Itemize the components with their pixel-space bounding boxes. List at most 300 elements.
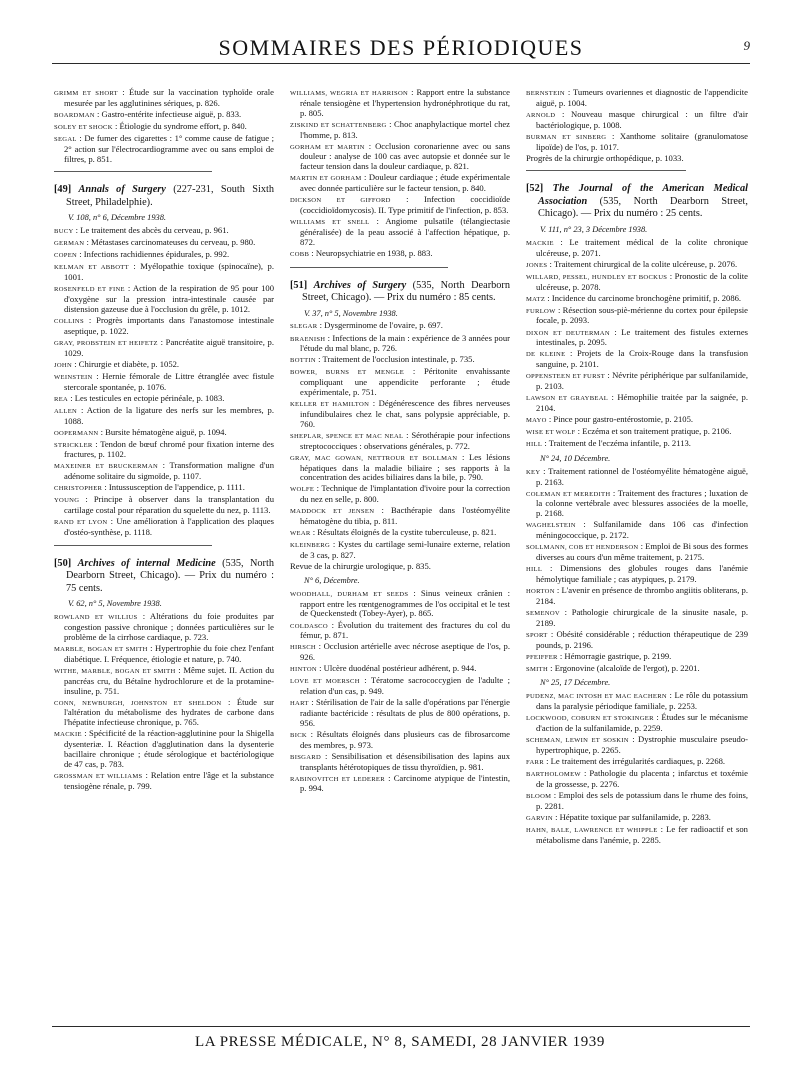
journal-heading-52: [52] The Journal of the American Medical Association (535, North Dearborn Street, Chicago). — Prix du numéro : 25 cents. bbox=[526, 183, 748, 220]
article-authors: BOWER, BURNS ET MENGLE bbox=[290, 369, 405, 377]
article-authors: DIXON ET DEUTERMAN bbox=[526, 329, 610, 337]
article-authors: RABINOVITCH ET LEDERER bbox=[290, 775, 385, 783]
article-entry bbox=[54, 483, 274, 494]
article-authors: GROSSMAN ET WILLIAMS bbox=[54, 772, 143, 780]
article-title: : Traitement de l'eczéma infantile, p. 2113. bbox=[542, 438, 691, 449]
article-title: : Le rôle du potassium dans la paralysie périodique familiale, p. 2253. bbox=[536, 690, 748, 712]
article-title: : Pronostic de la colite ulcéreuse, p. 2078. bbox=[536, 270, 748, 292]
article-entry bbox=[54, 122, 274, 133]
article-title: : Résultats éloignés dans plusieurs cas de fibrosarcome des membres, p. 973. bbox=[300, 728, 510, 750]
column-right bbox=[526, 88, 748, 847]
article-authors: MATZ bbox=[526, 295, 546, 303]
article-title: : Angiome pulsatile (télangiectasie généralisée) de la peau associé à l'affection hépatique, p. 872. bbox=[300, 216, 511, 247]
article-authors: KLEINBERG bbox=[290, 542, 331, 550]
article-entry bbox=[526, 691, 748, 712]
article-entry bbox=[526, 238, 748, 259]
article-title: : Choc anaphylactique mortel chez l'homme, p. 813. bbox=[300, 118, 510, 140]
article-entry bbox=[526, 272, 748, 293]
article-entry bbox=[54, 394, 274, 405]
article-title: : Emploi des sels de potassium dans le rhume des foins, p. 2281. bbox=[536, 789, 748, 811]
article-entry bbox=[526, 652, 748, 663]
article-title: : Technique de l'implantation d'ivoire pour la correction du nez en selle, p. 800. bbox=[300, 483, 510, 505]
issue-line: N° 24, 10 Décembre. bbox=[540, 453, 611, 463]
article-authors: COPEN bbox=[54, 252, 78, 260]
article-entry bbox=[290, 752, 510, 773]
article-title: : Ergonovine (alcaloïde de l'ergot), p. 2201. bbox=[548, 662, 700, 673]
article-authors: WISE ET WOLF bbox=[526, 429, 576, 437]
article-authors: CONN, NEWBURGH, JOHNSTON ET SHELDON bbox=[54, 699, 222, 707]
article-authors: BLOOM bbox=[526, 792, 552, 800]
article-authors: GERMAN bbox=[54, 240, 85, 248]
journal-name: The Journal of the American Medical Association bbox=[538, 183, 748, 207]
article-title: : Névrite périphérique par sulfanilamide, p. 2103. bbox=[536, 370, 748, 392]
article-title: : Emploi de Bi sous des formes diverses au cours d'un même traitement, p. 2175. bbox=[536, 541, 749, 563]
article-entry bbox=[526, 825, 748, 846]
entry-list bbox=[526, 691, 748, 845]
article-title: : Le traitement des irrégularités cardiaques, p. 2268. bbox=[543, 755, 726, 766]
article-authors: HAHN, BALE, LAWRENCE ET WHIPPLE bbox=[526, 826, 658, 834]
article-entry bbox=[526, 439, 748, 450]
article-entry bbox=[526, 132, 748, 153]
article-authors: WEAR bbox=[290, 530, 311, 538]
issue-line: V. 37, n° 5, Novembre 1938. bbox=[304, 308, 398, 318]
article-entry bbox=[290, 431, 510, 452]
article-entry bbox=[290, 142, 510, 173]
journal-heading-51: [51] Archives of Surgery (535, North Dearborn Street, Chicago). — Prix du numéro : 85 cents. bbox=[290, 279, 511, 304]
article-title: : Relation entre l'âge et la substance tensiogène rénale, p. 799. bbox=[64, 769, 274, 791]
issue-line: V. 108, n° 6, Décembre 1938. bbox=[68, 213, 167, 223]
article-title: : Évolution du traitement des fractures du col du fémur, p. 871. bbox=[300, 619, 510, 641]
article-entry bbox=[54, 250, 274, 261]
entry-list bbox=[54, 612, 274, 791]
article-entry bbox=[290, 774, 510, 795]
article-entry bbox=[526, 713, 748, 734]
article-title: : Eczéma et son traitement pratique, p. 2106. bbox=[575, 426, 732, 437]
article-authors: FURLOW bbox=[526, 307, 556, 315]
article-authors: ARNOLD bbox=[526, 111, 556, 119]
article-entry bbox=[290, 730, 510, 751]
article-entry bbox=[290, 589, 510, 620]
article-entry bbox=[54, 226, 274, 237]
article-title: : Occlusion artérielle avec nécrose aseptique de l'os, p. 926. bbox=[300, 641, 510, 663]
article-entry bbox=[290, 120, 510, 141]
article-entry bbox=[290, 698, 510, 729]
article-title: : Hémophilie traitée par la saignée, p. 2104. bbox=[536, 392, 748, 413]
article-title: : Étude sur l'altération du métabolisme des hydrates de carbone dans l'hépatite infectieuse chronique, p. 765. bbox=[64, 696, 274, 728]
article-authors: DICKSON ET GIFFORD bbox=[290, 197, 391, 205]
article-authors: DE KLEINE bbox=[526, 351, 566, 359]
article-entry bbox=[290, 88, 510, 119]
article-authors: SHEPLAR, SPENCE ET MAC NEAL bbox=[290, 432, 404, 440]
article-title: : Résultats éloignés de la cystite tuberculeuse, p. 821. bbox=[310, 527, 497, 538]
article-authors: JOHN bbox=[54, 361, 73, 369]
article-authors: GRAY, PROBSTEIN ET HEIFETZ bbox=[54, 339, 158, 347]
article-title: : Carcinome atypique de l'intestin, p. 994. bbox=[300, 772, 510, 794]
article-authors: BUCY bbox=[54, 228, 74, 236]
running-title: SOMMAIRES DES PÉRIODIQUES bbox=[218, 35, 584, 60]
article-authors: BERNSTEIN bbox=[526, 90, 565, 97]
article-authors: LAWSON ET GRAYBEAL bbox=[526, 395, 609, 403]
article-entry bbox=[290, 540, 510, 561]
article-title: : Dysgerminome de l'ovaire, p. 697. bbox=[317, 320, 443, 331]
article-title: : Infection coccidioïde (coccidioïdomycosis). II. Type primitif de l'infection, p. 853. bbox=[300, 194, 511, 216]
article-entry bbox=[54, 284, 274, 315]
article-authors: OOPERMANN bbox=[54, 429, 99, 437]
article-entry bbox=[54, 440, 274, 461]
article-authors: COLLINS bbox=[54, 318, 84, 325]
article-entry bbox=[290, 506, 510, 527]
article-title: : Transformation maligne d'un adénome solitaire du sigmoïde, p. 1107. bbox=[64, 460, 274, 482]
article-authors: BOTTIN bbox=[290, 357, 316, 365]
article-authors: BISGARD bbox=[290, 753, 322, 761]
article-authors: PFEIFFER bbox=[526, 653, 558, 661]
article-authors: HILL bbox=[526, 566, 543, 574]
article-entry bbox=[526, 328, 748, 349]
article-title: : Étude sur la vaccination typhoïde orale mesurée par les agglutinines sériques, p. 826. bbox=[64, 87, 274, 108]
article-title: : Dimensions des globules rouges dans l'anémie hémolytique familiale ; cas atypiques, p. 2179. bbox=[536, 563, 748, 584]
entry-list bbox=[526, 238, 748, 450]
article-entry bbox=[54, 771, 274, 792]
article-authors: WOODHALL, DURHAM ET SEEDS bbox=[290, 590, 409, 598]
article-authors: HILL bbox=[526, 441, 543, 449]
article-entry bbox=[526, 757, 748, 768]
article-entry bbox=[526, 735, 748, 756]
article-entry bbox=[526, 791, 748, 812]
article-title: : Douleur cardiaque ; étude expérimentale avec donnée particulière sur le facteur tension, p. 840. bbox=[300, 172, 510, 194]
article-authors: WAGHELSTEIN bbox=[526, 522, 576, 530]
article-authors: BOARDMAN bbox=[54, 111, 95, 119]
article-authors: MARTIN ET GORHAM bbox=[290, 175, 362, 183]
article-authors: OPPENSTEEN ET FURST bbox=[526, 373, 606, 381]
article-entry bbox=[54, 262, 274, 283]
article-authors: MARBLE, BOGAN ET SMITH bbox=[54, 646, 148, 653]
article-title: : Métastases carcinomateuses du cerveau, p. 980. bbox=[84, 237, 256, 248]
article-entry bbox=[54, 134, 274, 165]
article-title: : Bacthérapie dans l'ostéomyélite hématogène du tibia, p. 811. bbox=[300, 505, 511, 527]
issue-line: N° 6, Décembre. bbox=[304, 575, 360, 585]
article-authors: MACKIE bbox=[526, 239, 554, 247]
progress-line: Progrès de la chirurgie orthopédique, p. 1033. bbox=[526, 152, 684, 163]
article-authors: COLEMAN ET MEREDITH bbox=[526, 490, 611, 498]
article-title: : Sensibilisation et désensibilisation des lapins aux transplants hétérotopiques de tissu thyroïdien, p. 981. bbox=[300, 750, 510, 772]
article-entry bbox=[290, 195, 510, 216]
article-title: : Une amélioration à l'application des plaques d'ostéo-synthèse, p. 1118. bbox=[64, 516, 275, 538]
article-entry bbox=[290, 453, 510, 484]
entry-list bbox=[290, 321, 510, 560]
article-title: : Chirurgie et diabète, p. 1052. bbox=[72, 358, 180, 369]
article-authors: LOVE ET MOERSCH bbox=[290, 678, 360, 686]
article-entry bbox=[526, 467, 748, 488]
article-title: : Tumeurs ovariennes et diagnostic de l'appendicite aiguë, p. 1004. bbox=[536, 87, 748, 108]
entry-list bbox=[526, 88, 748, 152]
article-entry bbox=[54, 428, 274, 439]
article-authors: MADDOCK ET JENSEN bbox=[290, 508, 375, 516]
section-divider bbox=[290, 267, 448, 268]
article-entry bbox=[290, 355, 510, 366]
article-title: : Hypertrophie du foie chez l'enfant diabétique. I. Fréquence, étiologie et nature, p. 740. bbox=[64, 643, 274, 664]
article-authors: GRIMM ET SHORT bbox=[54, 90, 119, 97]
article-entry bbox=[526, 88, 748, 109]
article-authors: JONES bbox=[526, 261, 548, 269]
article-title: : Les testicules en ectopie périnéale, p. 1083. bbox=[68, 392, 225, 403]
article-authors: HART bbox=[290, 700, 309, 708]
article-authors: SCHEMAN, LEWIN ET SOSKIN bbox=[526, 737, 629, 745]
journal-name: Archives of Surgery bbox=[313, 279, 407, 291]
article-authors: ZISKIND ET SCHATTENBERG bbox=[290, 121, 387, 129]
article-title: : L'avenir en présence de thrombo angiitis obliterans, p. 2184. bbox=[536, 584, 748, 606]
article-title: : Action de la respiration de 95 pour 100 d'oxygène sur la pression intra-intestinale causée par distension gazeuse due à l'occlusion du grêle, p. 1012. bbox=[64, 283, 274, 314]
article-title: : Nouveau masque chirurgical : un filtre d'air bactériologique, p. 1008. bbox=[536, 108, 748, 130]
article-title: : Neuropsychiatrie en 1938, p. 883. bbox=[309, 247, 433, 258]
article-entry bbox=[290, 399, 510, 430]
article-authors: RAND ET LYON bbox=[54, 519, 108, 527]
footer: LA PRESSE MÉDICALE, N° 8, SAMEDI, 28 JANVIER 1939 bbox=[195, 1034, 605, 1050]
issue-line: N° 25, 17 Décembre. bbox=[540, 678, 611, 688]
article-authors: BURMAN ET SINBERG bbox=[526, 133, 607, 141]
entry-list bbox=[526, 467, 748, 675]
article-title: : Pathologie chirurgicale de la sinusite nasale, p. 2189. bbox=[536, 606, 748, 628]
review-line: Revue de la chirurgie urologique, p. 835. bbox=[290, 561, 431, 572]
page-number: 9 bbox=[743, 38, 750, 53]
article-title: : Bursite hématogène aiguë, p. 1094. bbox=[98, 426, 227, 437]
article-title: : Kystes du cartilage semi-lunaire externe, relation de 3 cas, p. 827. bbox=[300, 539, 510, 561]
article-authors: GORHAM ET MARTIN bbox=[290, 143, 365, 151]
article-authors: WILLIAMS, WEGRIA ET HARRISON bbox=[290, 90, 409, 97]
column-middle bbox=[290, 88, 510, 796]
article-authors: ALLEN bbox=[54, 407, 78, 415]
article-authors: REA bbox=[54, 395, 69, 403]
article-title: : Projets de la Croix-Rouge dans la transfusion sanguine, p. 2101. bbox=[536, 348, 748, 370]
article-entry bbox=[54, 517, 274, 538]
article-entry bbox=[526, 393, 748, 414]
article-entry bbox=[54, 698, 274, 729]
article-entry bbox=[526, 306, 748, 327]
article-title: : Résection sous-piè-mérienne du cortex pour épilepsie focale, p. 2093. bbox=[536, 304, 748, 326]
article-authors: KEY bbox=[526, 468, 541, 476]
article-title: : Traitement des fractures ; luxation de la colonne vertébrale avec blessures associées de la moelle, p. 2168. bbox=[536, 487, 748, 519]
article-entry bbox=[526, 415, 748, 426]
article-authors: HIRSCH bbox=[290, 644, 316, 652]
article-title: : Le traitement des fistules externes intestinales, p. 2095. bbox=[536, 326, 748, 348]
journal-name: Archives of internal Medicine bbox=[77, 557, 216, 569]
article-entry bbox=[526, 664, 748, 675]
page-header bbox=[52, 34, 750, 64]
article-authors: MAYO bbox=[526, 417, 547, 424]
article-title: : Traitement rationnel de l'ostéomyélite hématogène aiguë, p. 2163. bbox=[536, 465, 748, 487]
article-title: : Tendon de bœuf chromé pour fixation interne des fractures, p. 1102. bbox=[64, 438, 274, 460]
article-entry bbox=[526, 630, 748, 651]
article-title: : Xanthome solitaire (granulomatose lipoïde) de l'os, p. 1017. bbox=[536, 130, 748, 152]
article-title: : Gastro-entérite infectieuse aiguë, p. 833. bbox=[94, 108, 242, 119]
article-title: : Pince pour gastro-entérostomie, p. 2105. bbox=[546, 414, 694, 424]
article-entry bbox=[290, 664, 510, 675]
article-entry bbox=[526, 294, 748, 305]
article-entry bbox=[290, 173, 510, 194]
journal-heading-49: [49] Annals of Surgery (227-231, South Sixth Street, Philadelphie). bbox=[54, 184, 274, 208]
article-authors: WITHE, MARBLE, BOGAN ET SMITH bbox=[54, 667, 176, 675]
article-authors: PUDENZ, MAC INTOSH ET MAC EACHERN bbox=[526, 693, 667, 701]
article-title: : Obésité considérable ; réduction thérapeutique de 239 pounds, p. 2196. bbox=[536, 628, 748, 650]
section-divider bbox=[54, 545, 212, 546]
article-title: : Progrès importants dans l'anastomose intestinale aseptique, p. 1022. bbox=[64, 315, 274, 336]
article-authors: SPORT bbox=[526, 631, 548, 639]
article-entry bbox=[526, 349, 748, 370]
article-title: : Sulfanilamide dans 106 cas d'infection méningococcique, p. 2172. bbox=[536, 519, 748, 541]
article-authors: WILLARD, PESSEL, HUNDLEY ET BOCKUS bbox=[526, 273, 668, 281]
article-entry bbox=[290, 334, 510, 355]
article-authors: ROSENFELD ET FINE bbox=[54, 286, 125, 294]
article-entry bbox=[54, 110, 274, 121]
article-authors: SEGAL bbox=[54, 135, 77, 143]
article-entry bbox=[290, 676, 510, 697]
article-authors: COLDASCO bbox=[290, 622, 328, 630]
article-title: : Incidence du carcinome bronchogène primitif, p. 2086. bbox=[545, 292, 742, 303]
article-title: : Infections rachidiennes épidurales, p. 992. bbox=[77, 249, 230, 260]
article-entry bbox=[526, 520, 748, 541]
article-entry bbox=[54, 406, 274, 427]
article-authors: YOUNG bbox=[54, 497, 80, 505]
article-authors: FARR bbox=[526, 758, 544, 766]
article-authors: SOLEY ET SHOCK bbox=[54, 123, 113, 131]
entry-list bbox=[54, 88, 274, 164]
article-title: : Traitement chirurgical de la colite ulcéreuse, p. 2076. bbox=[547, 258, 738, 269]
article-title: : Dégénérescence des fibres nerveuses infundibulaires chez le chat, sans polypsie appréciable, p. 760. bbox=[300, 398, 510, 429]
article-entry bbox=[54, 238, 274, 249]
article-title: : Hépatite toxique par sulfanilamide, p. 2283. bbox=[552, 811, 711, 822]
article-title: : Les lésions hépatiques dans la maladie biliaire ; ses rapports à la concentration des acides biliaires dans la bile, p. 790. bbox=[300, 451, 510, 483]
article-authors: SLEGAR bbox=[290, 323, 318, 331]
article-entry bbox=[290, 367, 510, 398]
article-title: : Le traitement des abcès du cerveau, p. 961. bbox=[73, 225, 229, 236]
article-entry bbox=[54, 729, 274, 769]
article-title: : Le traitement médical de la colite chronique ulcéreuse, p. 2071. bbox=[536, 236, 748, 258]
article-title: : Myélopathie toxique (spinocaïne), p. 1001. bbox=[64, 261, 274, 283]
article-title: : Étiologie du syndrome effort, p. 840. bbox=[112, 120, 247, 131]
article-entry bbox=[54, 372, 274, 393]
entry-list bbox=[54, 226, 274, 538]
article-entry bbox=[54, 644, 274, 665]
article-authors: CHRISTOPHER bbox=[54, 485, 103, 493]
article-title: : Action de la ligature des nerfs sur les membres, p. 1088. bbox=[64, 404, 274, 426]
article-authors: STRICKLER bbox=[54, 441, 93, 449]
article-entry bbox=[54, 316, 274, 337]
article-authors: SEMENOV bbox=[526, 609, 560, 617]
article-entry bbox=[526, 542, 748, 563]
article-title: : Hémorragie gastrique, p. 2199. bbox=[557, 650, 672, 661]
article-authors: BICK bbox=[290, 731, 307, 739]
article-title: : Hernie fémorale de Littre étranglée avec fistule stercorale spontanée, p. 1076. bbox=[64, 370, 274, 392]
article-entry bbox=[526, 586, 748, 607]
article-entry bbox=[526, 427, 748, 438]
article-entry bbox=[526, 489, 748, 520]
article-title: : Infections de la main : expérience de 3 années pour l'étude du mal blanc, p. 726. bbox=[300, 332, 510, 354]
article-authors: WEINSTEIN bbox=[54, 373, 93, 381]
article-title: : Principe à observer dans la transplantation du cartilage costal pour réparation du squelette du nez, p. 1113. bbox=[64, 494, 274, 516]
article-title: : Pathologie du placenta ; infarctus et toxémie de la grossesse, p. 2276. bbox=[536, 767, 748, 789]
article-entry bbox=[526, 769, 748, 790]
article-entry bbox=[290, 621, 510, 642]
article-title: : Péritonite envahissante compliquant une appendicite perforante ; étude expérimentale, p. 751. bbox=[300, 366, 510, 398]
article-title: : Même sujet. II. Action du pancréas cru, du Bétaïne hydrochlorure et de la protamine-insuline, p. 751. bbox=[64, 664, 275, 696]
article-title: : Le fer radioactif et son métabolisme dans l'anémie, p. 2285. bbox=[536, 823, 748, 845]
entry-list bbox=[290, 88, 510, 260]
article-entry bbox=[54, 495, 274, 516]
article-title: : Stérilisation de l'air de la salle d'opérations par l'énergie radiante bactéricide : résultats de plus de 800 opérations, p. 956. bbox=[300, 697, 510, 728]
article-entry bbox=[290, 642, 510, 663]
article-title: : Rapport entre la substance rénale tensiogène et l'hypertension hydronéphrotique du rat, p. 805. bbox=[300, 87, 510, 118]
article-title: : Dystrophie musculaire pseudo-hypertrophique, p. 2265. bbox=[536, 734, 748, 755]
journal-heading-50: [50] Archives of internal Medicine (535, North Dearborn Street, Chicago). — Prix du numéro : 75 cents. bbox=[54, 557, 274, 594]
article-authors: KELMAN ET ABBOTT bbox=[54, 264, 129, 272]
issue-line: V. 62, n° 5, Novembre 1938. bbox=[68, 599, 162, 609]
article-authors: GARVIN bbox=[526, 814, 553, 822]
article-authors: MACKIE bbox=[54, 731, 82, 739]
article-authors: HORTON bbox=[526, 587, 555, 595]
article-entry bbox=[290, 217, 510, 248]
article-entry bbox=[54, 88, 274, 109]
article-title: : Études sur le mécanisme d'action de la sulfanilamide, p. 2259. bbox=[536, 712, 748, 734]
article-authors: MAXEINER ET BRUCKERMAN bbox=[54, 463, 159, 471]
article-title: : Occlusion coronarienne avec ou sans douleur : analyse de 100 cas avec autopsie et donnée sur le facteur tension dans la douleur cardiaque, p. 821. bbox=[300, 140, 510, 172]
article-entry bbox=[526, 260, 748, 271]
article-entry bbox=[290, 528, 510, 539]
article-entry bbox=[54, 666, 274, 697]
article-entry bbox=[290, 249, 510, 260]
article-entry bbox=[54, 360, 274, 371]
article-authors: WOLFE bbox=[290, 486, 315, 494]
article-authors: GRAY, MAC GOWAN, NETTROUR ET BOLLMAN bbox=[290, 454, 458, 462]
article-entry bbox=[526, 371, 748, 392]
article-authors: LOCKWOOD, COBURN ET STOKINGER bbox=[526, 715, 654, 723]
article-entry bbox=[526, 813, 748, 824]
section-divider bbox=[54, 171, 212, 172]
article-title: : Sinus veineux crânien : rapport entre les rœntgenogrammes de l'os occipital et le test de Queckenstedt (Tobey-Ayer), p. 865. bbox=[300, 587, 511, 619]
article-title: : Pancréatite aiguë transitoire, p. 1029. bbox=[64, 336, 274, 358]
issue-line: V. 111, n° 23, 3 Décembre 1938. bbox=[540, 224, 648, 234]
article-entry bbox=[526, 564, 748, 585]
journal-name: Annals of Surgery bbox=[78, 184, 166, 196]
article-title: : Sérothérapie pour infections streptococciques : observations générales, p. 772. bbox=[300, 429, 510, 451]
article-entry bbox=[290, 321, 510, 332]
article-authors: SOLLMANN, COB ET HENDERSON bbox=[526, 544, 639, 552]
article-authors: SMITH bbox=[526, 665, 549, 673]
article-title: : Tératome sacrococcygien de l'adulte ; relation d'un cas, p. 949. bbox=[300, 675, 510, 697]
article-authors: WILLIAMS ET SNELL bbox=[290, 219, 370, 227]
article-title: : Ulcère duodénal postérieur adhérent, p. 944. bbox=[316, 663, 477, 674]
column-left bbox=[54, 88, 274, 793]
article-entry bbox=[54, 612, 274, 643]
article-authors: HINTON bbox=[290, 666, 317, 674]
entry-list bbox=[290, 589, 510, 795]
article-authors: BRAENISH bbox=[290, 335, 326, 343]
article-authors: KELLER ET HAMILTON bbox=[290, 401, 370, 409]
article-title: : Spécificité de la réaction-agglutinine pour la Shigella dysenteriæ. I. Réaction d'agglutination dans la dysenterie bacillaire chronique ; étude sérologique et bactériologique de 47 cas, p. 783. bbox=[64, 728, 274, 769]
article-entry bbox=[54, 461, 274, 482]
article-entry bbox=[54, 338, 274, 359]
article-entry bbox=[526, 608, 748, 629]
article-title: : De fumer des cigarettes : 1° comme cause de fatigue ; 2° action sur l'électrocardiogramme avec ou sans emploi de filtres, p. 851. bbox=[64, 132, 274, 164]
article-entry bbox=[526, 110, 748, 131]
article-title: : Altérations du foie produites par congestion passive chronique ; données particulières sur le problème de la cirrhose cardiaque, p. 723. bbox=[64, 611, 275, 642]
footer-rule bbox=[52, 1026, 750, 1027]
article-title: : Intussusception de l'appendice, p. 1111. bbox=[102, 482, 245, 493]
article-authors: COBB bbox=[290, 250, 310, 258]
section-divider bbox=[526, 170, 686, 171]
article-entry bbox=[290, 484, 510, 505]
article-title: : Traitement de l'occlusion intestinale, p. 735. bbox=[315, 354, 475, 365]
article-authors: BARTHOLOMEW bbox=[526, 770, 581, 778]
article-authors: ROWLAND ET WILLIUS bbox=[54, 614, 138, 622]
